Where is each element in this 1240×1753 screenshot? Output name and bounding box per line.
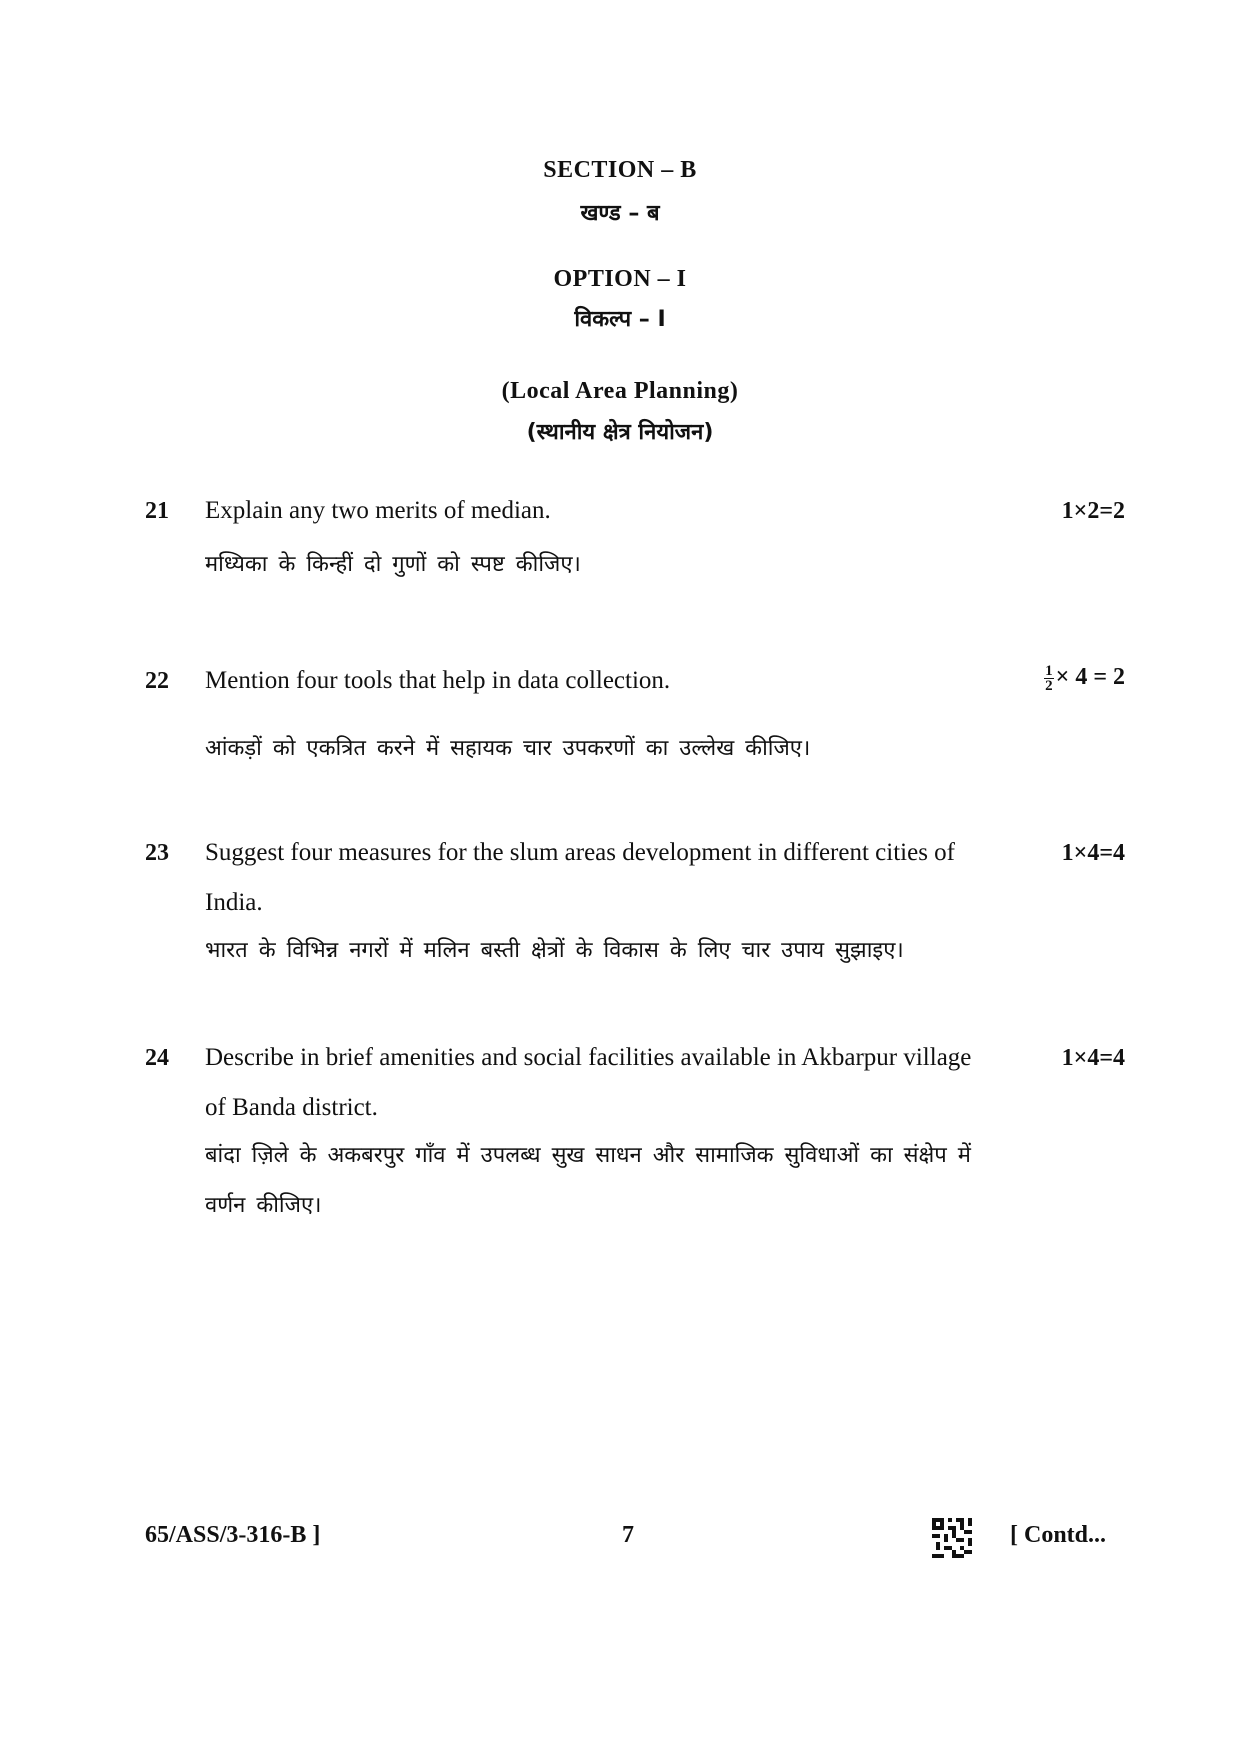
marks-multiplier: × 4 = 2 [1055, 664, 1125, 691]
marks-fraction: $\frac{1}{2}$ [1045, 663, 1053, 694]
question-text-hindi: भारत के विभिन्न नगरों में मलिन बस्ती क्षेत्रों के विकास के लिए चार उपाय सुझाइए। [205, 938, 904, 963]
section-title-hindi: खण्ड – ब [580, 201, 660, 226]
option-title: OPTION – I [553, 266, 687, 292]
question-number: 24 [145, 1045, 169, 1071]
question-marks: 1×2=2 [1061, 498, 1125, 524]
qr-code-icon [932, 1518, 972, 1558]
question-number: 21 [145, 498, 169, 524]
option-title-hindi: विकल्प – I [574, 307, 666, 332]
question-text-hindi: आंकड़ों को एकत्रित करने में सहायक चार उपकरणों का उल्लेख कीजिए। [205, 736, 811, 761]
question-number: 23 [145, 840, 169, 866]
topic-title: (Local Area Planning) [501, 378, 739, 404]
question-marks [1044, 664, 1125, 693]
continued-label: [ Contd... [1010, 1522, 1107, 1548]
section-title: SECTION – B [543, 157, 697, 183]
question-number: 22 [145, 668, 169, 694]
question-text-hindi: बांदा ज़िले के अकबरपुर गाँव में उपलब्ध सुख साधन और सामाजिक सुविधाओं का संक्षेप में वर्णन कीजिए। [205, 1143, 971, 1218]
question-text-english: Describe in brief amenities and social facilities available in Akbarpur village of Banda district. [205, 1044, 972, 1121]
paper-code: 65/ASS/3-316-B ] [145, 1522, 321, 1548]
question-marks: 1×4=4 [1061, 1045, 1125, 1071]
topic-title-hindi: (स्थानीय क्षेत्र नियोजन) [526, 420, 714, 445]
page-number: 7 [622, 1522, 634, 1548]
question-text-english: Suggest four measures for the slum areas development in different cities of India. [205, 839, 956, 916]
question-text-hindi: मध्यिका के किन्हीं दो गुणों को स्पष्ट कीजिए। [205, 552, 581, 577]
question-text-english: Explain any two merits of median. [205, 497, 551, 524]
question-text-english: Mention four tools that help in data collection. [205, 667, 671, 694]
question-marks: 1×4=4 [1061, 840, 1125, 866]
